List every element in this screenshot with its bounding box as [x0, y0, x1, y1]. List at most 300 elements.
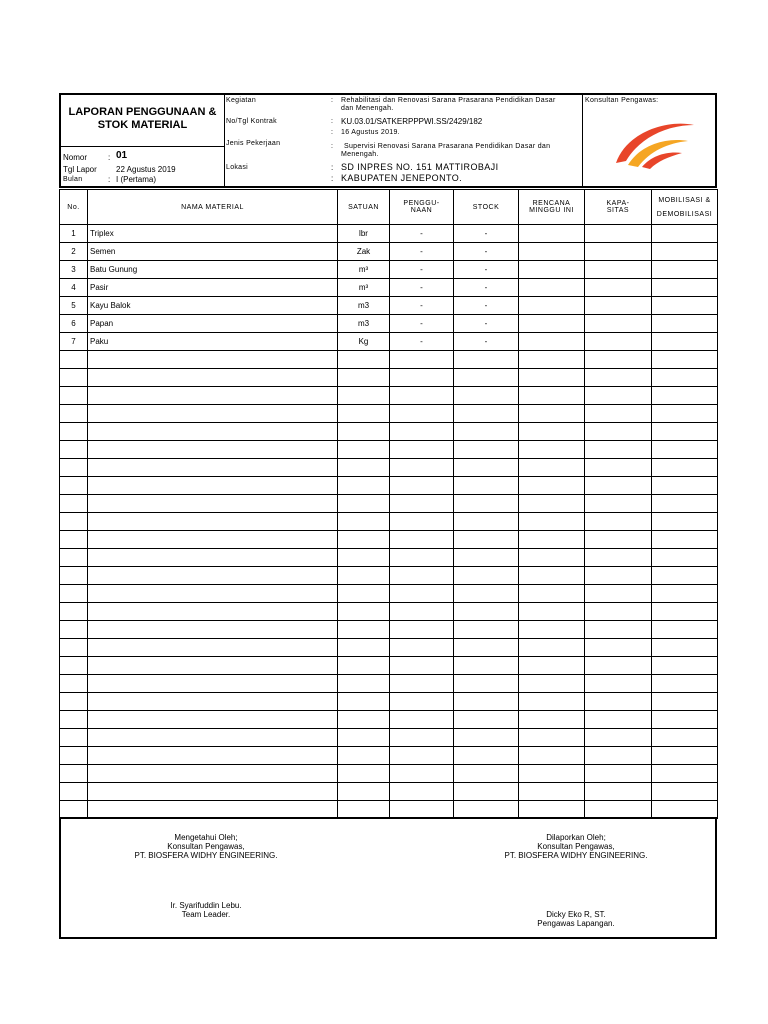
cell-satuan	[338, 765, 390, 783]
table-row-empty	[60, 639, 718, 657]
cell-rencana	[519, 279, 585, 297]
cell-no	[60, 729, 88, 747]
jenis-label: Jenis Pekerjaan	[226, 140, 281, 147]
cell-stock: -	[454, 243, 519, 261]
cell-satuan	[338, 747, 390, 765]
cell-nama	[88, 459, 338, 477]
table-row-empty	[60, 765, 718, 783]
cell-satuan	[338, 621, 390, 639]
cell-mobilisasi	[652, 423, 718, 441]
signature-block	[59, 817, 717, 939]
header-divider	[224, 95, 225, 186]
cell-mobilisasi	[652, 441, 718, 459]
cell-satuan: m3	[338, 315, 390, 333]
cell-penggunaan	[390, 531, 454, 549]
cell-nama: Kayu Balok	[88, 297, 338, 315]
cell-satuan	[338, 603, 390, 621]
cell-nama	[88, 639, 338, 657]
cell-mobilisasi	[652, 387, 718, 405]
cell-nama	[88, 549, 338, 567]
table-row-empty	[60, 369, 718, 387]
cell-penggunaan	[390, 351, 454, 369]
cell-nama	[88, 621, 338, 639]
cell-mobilisasi	[652, 639, 718, 657]
colon: :	[331, 97, 334, 104]
cell-stock	[454, 603, 519, 621]
cell-rencana	[519, 639, 585, 657]
cell-mobilisasi	[652, 783, 718, 801]
cell-kapasitas	[585, 405, 652, 423]
cell-stock	[454, 549, 519, 567]
cell-no	[60, 495, 88, 513]
cell-satuan	[338, 351, 390, 369]
kontrak-date: 16 Agustus 2019.	[341, 129, 400, 136]
cell-mobilisasi	[652, 675, 718, 693]
cell-penggunaan	[390, 675, 454, 693]
cell-kapasitas	[585, 297, 652, 315]
cell-stock	[454, 369, 519, 387]
cell-stock	[454, 675, 519, 693]
company-logo-icon	[606, 115, 698, 171]
cell-rencana	[519, 297, 585, 315]
cell-stock	[454, 441, 519, 459]
cell-mobilisasi	[652, 459, 718, 477]
lokasi-value-cont: KABUPATEN JENEPONTO.	[341, 173, 463, 183]
cell-no	[60, 783, 88, 801]
cell-satuan	[338, 729, 390, 747]
cell-kapasitas	[585, 621, 652, 639]
cell-satuan	[338, 423, 390, 441]
cell-penggunaan	[390, 513, 454, 531]
left-line2: Konsultan Pengawas,	[167, 842, 245, 851]
cell-rencana	[519, 567, 585, 585]
cell-rencana	[519, 711, 585, 729]
cell-stock	[454, 693, 519, 711]
cell-nama	[88, 801, 338, 819]
cell-kapasitas	[585, 567, 652, 585]
cell-penggunaan	[390, 495, 454, 513]
cell-satuan	[338, 441, 390, 459]
table-row-empty	[60, 459, 718, 477]
cell-nama	[88, 567, 338, 585]
cell-penggunaan: -	[390, 315, 454, 333]
table-row-empty	[60, 603, 718, 621]
cell-mobilisasi	[652, 765, 718, 783]
cell-nama	[88, 423, 338, 441]
colon: :	[331, 143, 334, 150]
cell-mobilisasi	[652, 369, 718, 387]
cell-rencana	[519, 783, 585, 801]
cell-nama: Triplex	[88, 225, 338, 243]
cell-stock: -	[454, 279, 519, 297]
cell-penggunaan	[390, 549, 454, 567]
table-row-empty	[60, 387, 718, 405]
cell-no	[60, 369, 88, 387]
cell-stock: -	[454, 297, 519, 315]
cell-penggunaan	[390, 459, 454, 477]
table-row-empty	[60, 549, 718, 567]
cell-penggunaan: -	[390, 225, 454, 243]
cell-kapasitas	[585, 675, 652, 693]
cell-nama	[88, 585, 338, 603]
cell-mobilisasi	[652, 711, 718, 729]
cell-nama	[88, 369, 338, 387]
jenis-value: Supervisi Renovasi Sarana Prasarana Pendidikan Dasar dan	[344, 143, 551, 150]
cell-nama	[88, 603, 338, 621]
cell-mobilisasi	[652, 279, 718, 297]
cell-mobilisasi	[652, 567, 718, 585]
cell-kapasitas	[585, 639, 652, 657]
cell-penggunaan	[390, 711, 454, 729]
cell-penggunaan	[390, 423, 454, 441]
cell-rencana	[519, 765, 585, 783]
cell-satuan	[338, 567, 390, 585]
cell-stock	[454, 729, 519, 747]
kontrak-label: No/Tgl Kontrak	[226, 118, 277, 125]
table-row	[60, 333, 718, 351]
cell-rencana	[519, 603, 585, 621]
cell-rencana	[519, 369, 585, 387]
cell-no	[60, 405, 88, 423]
tgl-lapor-value: 22 Agustus 2019	[116, 165, 176, 174]
cell-penggunaan	[390, 405, 454, 423]
cell-mobilisasi	[652, 315, 718, 333]
bulan-label: Bulan	[63, 176, 83, 183]
cell-rencana	[519, 621, 585, 639]
cell-mobilisasi	[652, 585, 718, 603]
cell-stock	[454, 513, 519, 531]
cell-stock	[454, 783, 519, 801]
cell-satuan: Zak	[338, 243, 390, 261]
left-line1: Mengetahui Oleh;	[174, 833, 238, 842]
table-row	[60, 315, 718, 333]
cell-nama	[88, 729, 338, 747]
cell-satuan: lbr	[338, 225, 390, 243]
col-header-stock: STOCK	[454, 190, 519, 225]
cell-nama: Papan	[88, 315, 338, 333]
lokasi-label: Lokasi	[226, 164, 249, 171]
cell-kapasitas	[585, 351, 652, 369]
cell-kapasitas	[585, 783, 652, 801]
report-title-line1: LAPORAN PENGGUNAAN &	[68, 106, 217, 118]
cell-no	[60, 585, 88, 603]
cell-satuan	[338, 675, 390, 693]
cell-kapasitas	[585, 333, 652, 351]
table-row-empty	[60, 567, 718, 585]
cell-stock	[454, 765, 519, 783]
cell-satuan	[338, 459, 390, 477]
cell-kapasitas	[585, 729, 652, 747]
cell-mobilisasi	[652, 693, 718, 711]
cell-no	[60, 693, 88, 711]
right-line3: PT. BIOSFERA WIDHY ENGINEERING.	[504, 851, 648, 860]
cell-no: 4	[60, 279, 88, 297]
cell-mobilisasi	[652, 549, 718, 567]
cell-no	[60, 387, 88, 405]
jenis-value-cont: Menengah.	[341, 151, 379, 158]
cell-mobilisasi	[652, 603, 718, 621]
col-header-no: No.	[60, 190, 88, 225]
cell-kapasitas	[585, 441, 652, 459]
cell-mobilisasi	[652, 333, 718, 351]
cell-no	[60, 459, 88, 477]
right-signer-heading	[451, 833, 701, 860]
cell-mobilisasi	[652, 261, 718, 279]
table-row-empty	[60, 405, 718, 423]
header-divider	[61, 146, 224, 147]
cell-mobilisasi	[652, 621, 718, 639]
cell-rencana	[519, 585, 585, 603]
cell-penggunaan	[390, 783, 454, 801]
cell-rencana	[519, 513, 585, 531]
cell-rencana	[519, 387, 585, 405]
cell-kapasitas	[585, 261, 652, 279]
left-signer-role: Team Leader.	[181, 910, 231, 919]
cell-mobilisasi	[652, 243, 718, 261]
cell-nama	[88, 387, 338, 405]
cell-stock	[454, 405, 519, 423]
cell-no: 6	[60, 315, 88, 333]
cell-kapasitas	[585, 711, 652, 729]
cell-rencana	[519, 441, 585, 459]
cell-penggunaan: -	[390, 261, 454, 279]
cell-no: 1	[60, 225, 88, 243]
cell-no: 3	[60, 261, 88, 279]
cell-penggunaan	[390, 693, 454, 711]
cell-nama	[88, 675, 338, 693]
table-row-empty	[60, 495, 718, 513]
table-row-empty	[60, 711, 718, 729]
cell-stock	[454, 801, 519, 819]
col-header-nama: NAMA MATERIAL	[88, 190, 338, 225]
right-line1: Dilaporkan Oleh;	[546, 833, 606, 842]
cell-satuan: Kg	[338, 333, 390, 351]
table-body	[60, 225, 718, 819]
cell-mobilisasi	[652, 297, 718, 315]
cell-satuan	[338, 477, 390, 495]
cell-stock	[454, 459, 519, 477]
right-signer-name: Dicky Eko R, ST.	[546, 910, 606, 919]
cell-no	[60, 513, 88, 531]
cell-penggunaan: -	[390, 297, 454, 315]
cell-kapasitas	[585, 801, 652, 819]
cell-rencana	[519, 675, 585, 693]
cell-nama	[88, 711, 338, 729]
cell-satuan: m3	[338, 297, 390, 315]
cell-stock	[454, 621, 519, 639]
cell-stock	[454, 477, 519, 495]
cell-nama	[88, 657, 338, 675]
cell-stock	[454, 387, 519, 405]
cell-satuan: m³	[338, 279, 390, 297]
cell-satuan	[338, 801, 390, 819]
cell-satuan	[338, 531, 390, 549]
cell-penggunaan	[390, 603, 454, 621]
cell-stock	[454, 495, 519, 513]
cell-kapasitas	[585, 585, 652, 603]
cell-mobilisasi	[652, 513, 718, 531]
cell-no	[60, 441, 88, 459]
cell-nama	[88, 693, 338, 711]
cell-satuan	[338, 369, 390, 387]
cell-nama	[88, 441, 338, 459]
cell-penggunaan	[390, 369, 454, 387]
cell-satuan	[338, 405, 390, 423]
cell-kapasitas	[585, 477, 652, 495]
cell-kapasitas	[585, 423, 652, 441]
material-table	[59, 189, 718, 819]
cell-stock: -	[454, 333, 519, 351]
cell-satuan	[338, 495, 390, 513]
cell-no: 5	[60, 297, 88, 315]
cell-no: 7	[60, 333, 88, 351]
table-row-empty	[60, 657, 718, 675]
cell-rencana	[519, 351, 585, 369]
cell-rencana	[519, 729, 585, 747]
cell-nama: Pasir	[88, 279, 338, 297]
cell-satuan	[338, 513, 390, 531]
cell-kapasitas	[585, 513, 652, 531]
cell-rencana	[519, 333, 585, 351]
cell-kapasitas	[585, 603, 652, 621]
colon: :	[331, 129, 334, 136]
cell-nama	[88, 495, 338, 513]
table-row-empty	[60, 513, 718, 531]
cell-stock	[454, 657, 519, 675]
cell-stock	[454, 423, 519, 441]
table-row-empty	[60, 729, 718, 747]
left-signer	[81, 901, 331, 919]
cell-nama	[88, 405, 338, 423]
bulan-value: I (Pertama)	[116, 175, 157, 184]
table-row-empty	[60, 441, 718, 459]
cell-kapasitas	[585, 657, 652, 675]
cell-mobilisasi	[652, 405, 718, 423]
kegiatan-label: Kegiatan	[226, 97, 257, 104]
report-header	[59, 93, 717, 188]
col-header-penggunaan: PENGGU- NAAN	[390, 190, 454, 225]
cell-mobilisasi	[652, 225, 718, 243]
cell-penggunaan: -	[390, 279, 454, 297]
konsultan-label: Konsultan Pengawas:	[585, 97, 659, 104]
cell-rencana	[519, 801, 585, 819]
nomor-label: Nomor	[63, 153, 88, 162]
cell-no	[60, 765, 88, 783]
cell-kapasitas	[585, 765, 652, 783]
cell-no	[60, 621, 88, 639]
col-header-kapasitas: KAPA- SITAS	[585, 190, 652, 225]
cell-nama	[88, 531, 338, 549]
cell-kapasitas	[585, 243, 652, 261]
kontrak-value: KU.03.01/SATKERPPPWI.SS/2429/182	[341, 117, 483, 126]
tgl-lapor-label: Tgl Lapor	[63, 165, 97, 174]
right-signer-role: Pengawas Lapangan.	[537, 919, 615, 928]
cell-stock	[454, 351, 519, 369]
colon: :	[108, 175, 111, 184]
cell-stock	[454, 747, 519, 765]
cell-stock	[454, 585, 519, 603]
cell-penggunaan	[390, 441, 454, 459]
cell-penggunaan	[390, 747, 454, 765]
cell-kapasitas	[585, 549, 652, 567]
cell-rencana	[519, 423, 585, 441]
cell-penggunaan: -	[390, 243, 454, 261]
cell-rencana	[519, 495, 585, 513]
cell-penggunaan	[390, 585, 454, 603]
left-line3: PT. BIOSFERA WIDHY ENGINEERING.	[134, 851, 278, 860]
report-title-line2: STOK MATERIAL	[97, 119, 188, 131]
cell-no	[60, 657, 88, 675]
cell-kapasitas	[585, 747, 652, 765]
cell-no	[60, 351, 88, 369]
cell-mobilisasi	[652, 729, 718, 747]
cell-penggunaan	[390, 387, 454, 405]
col-header-rencana: RENCANA MINGGU INI	[519, 190, 585, 225]
cell-no	[60, 711, 88, 729]
cell-kapasitas	[585, 495, 652, 513]
cell-satuan	[338, 549, 390, 567]
cell-nama	[88, 747, 338, 765]
table-row-empty	[60, 423, 718, 441]
table-row	[60, 261, 718, 279]
cell-satuan	[338, 387, 390, 405]
cell-mobilisasi	[652, 351, 718, 369]
cell-mobilisasi	[652, 801, 718, 819]
cell-no	[60, 531, 88, 549]
cell-no	[60, 549, 88, 567]
cell-penggunaan	[390, 801, 454, 819]
cell-nama: Paku	[88, 333, 338, 351]
cell-no	[60, 567, 88, 585]
cell-penggunaan	[390, 621, 454, 639]
cell-mobilisasi	[652, 657, 718, 675]
cell-rencana	[519, 693, 585, 711]
table-row-empty	[60, 477, 718, 495]
nomor-value: 01	[116, 150, 128, 161]
cell-rencana	[519, 315, 585, 333]
cell-satuan	[338, 639, 390, 657]
table-row-empty	[60, 585, 718, 603]
cell-no	[60, 639, 88, 657]
kegiatan-value: Rehabilitasi dan Renovasi Sarana Prasarana Pendidikan Dasar	[341, 97, 556, 104]
cell-nama	[88, 351, 338, 369]
table-row	[60, 279, 718, 297]
cell-stock	[454, 531, 519, 549]
cell-mobilisasi	[652, 477, 718, 495]
table-row-empty	[60, 351, 718, 369]
table-row	[60, 297, 718, 315]
cell-satuan	[338, 657, 390, 675]
left-signer-name: Ir. Syarifuddin Lebu.	[170, 901, 242, 910]
cell-rencana	[519, 459, 585, 477]
cell-penggunaan	[390, 567, 454, 585]
cell-no	[60, 423, 88, 441]
kegiatan-value-cont: dan Menengah.	[341, 105, 394, 112]
cell-nama	[88, 477, 338, 495]
table-row-empty	[60, 675, 718, 693]
right-signer	[451, 910, 701, 928]
cell-satuan: m³	[338, 261, 390, 279]
cell-no: 2	[60, 243, 88, 261]
cell-stock	[454, 639, 519, 657]
cell-satuan	[338, 711, 390, 729]
cell-rencana	[519, 405, 585, 423]
cell-no	[60, 675, 88, 693]
cell-rencana	[519, 477, 585, 495]
cell-mobilisasi	[652, 495, 718, 513]
colon: :	[331, 174, 334, 183]
table-row	[60, 225, 718, 243]
